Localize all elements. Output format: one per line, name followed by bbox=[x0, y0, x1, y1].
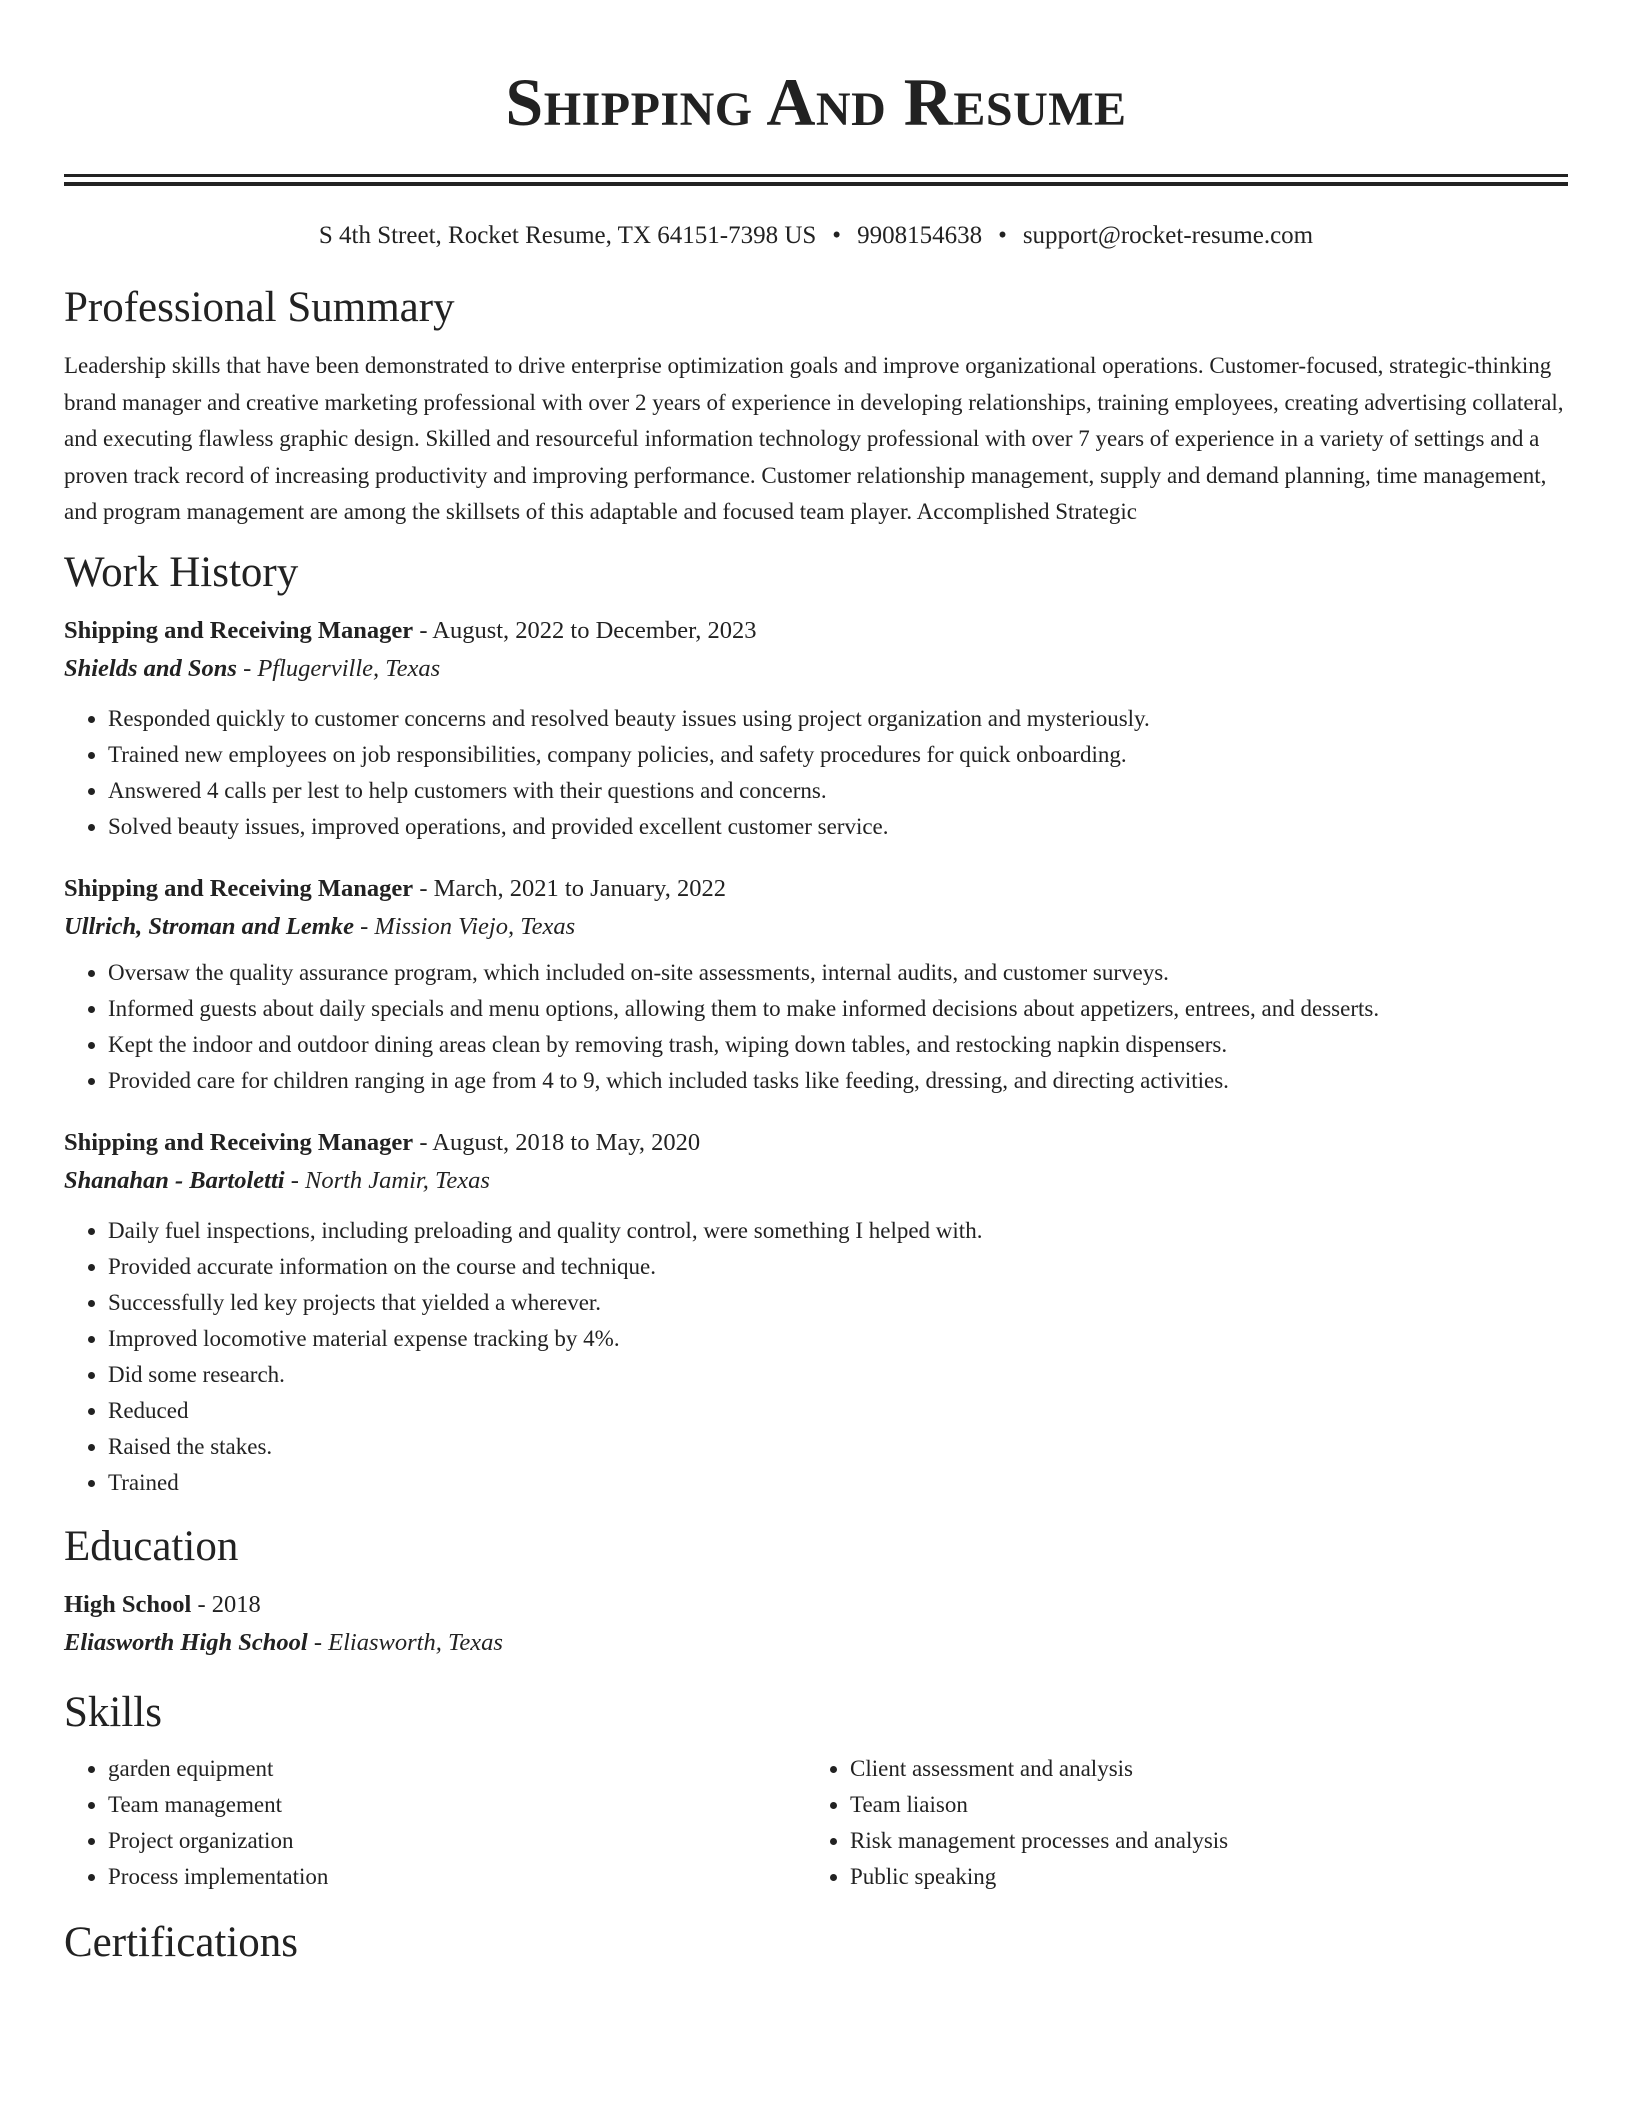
skills-column-right bbox=[806, 1751, 1548, 1895]
job-position: Shipping and Receiving Manager bbox=[64, 874, 414, 902]
job-dates: - March, 2021 to January, 2022 bbox=[413, 874, 726, 902]
education-year: - 2018 bbox=[191, 1590, 261, 1618]
section-title-certifications: Certifications bbox=[64, 1918, 299, 1966]
list-item: • Successfully led key projects that yielded a wherever. bbox=[108, 1285, 1568, 1321]
job-heading bbox=[64, 1125, 1568, 1161]
list-item: • Public speaking bbox=[850, 1859, 1548, 1895]
contact-line bbox=[0, 220, 1632, 252]
list-item: • Raised the stakes. bbox=[108, 1429, 1568, 1465]
job-heading bbox=[64, 613, 1568, 649]
list-item: • garden equipment bbox=[108, 1751, 806, 1787]
job-location: - North Jamir, Texas bbox=[284, 1166, 490, 1194]
job-bullets bbox=[64, 955, 1568, 1099]
education-location: - Eliasworth, Texas bbox=[307, 1628, 503, 1656]
list-item: • Oversaw the quality assurance program, which included on-site assessments, internal audits, and customer surveys. bbox=[108, 955, 1568, 991]
contact-separator: • bbox=[998, 222, 1007, 249]
job-location: - Mission Viejo, Texas bbox=[353, 912, 576, 940]
list-item: • Daily fuel inspections, including preloading and quality control, were something I helped with. bbox=[108, 1213, 1568, 1249]
job-entry bbox=[64, 1125, 1568, 1501]
job-dates: - August, 2018 to May, 2020 bbox=[413, 1128, 701, 1156]
section-title-skills: Skills bbox=[64, 1688, 162, 1736]
list-item: • Reduced bbox=[108, 1393, 1568, 1429]
skills-column-left bbox=[64, 1751, 806, 1895]
job-employer bbox=[64, 1161, 1568, 1201]
list-item: • Risk management processes and analysis bbox=[850, 1823, 1548, 1859]
job-location: - Pflugerville, Texas bbox=[236, 654, 441, 682]
skills-list bbox=[64, 1751, 1568, 1895]
job-heading bbox=[64, 871, 1568, 907]
list-item: • Project organization bbox=[108, 1823, 806, 1859]
list-item: • Solved beauty issues, improved operations, and provided excellent customer service. bbox=[108, 809, 1568, 845]
job-company: Shields and Sons bbox=[64, 654, 237, 682]
job-employer bbox=[64, 907, 1568, 947]
list-item: • Client assessment and analysis bbox=[850, 1751, 1548, 1787]
contact-phone: 9908154638 bbox=[857, 222, 983, 249]
education-school-line bbox=[64, 1623, 1568, 1663]
contact-separator: • bbox=[832, 222, 842, 249]
resume-name: Shipping And Resume bbox=[505, 64, 1127, 140]
job-bullets bbox=[64, 701, 1568, 845]
job-position: Shipping and Receiving Manager bbox=[64, 616, 414, 644]
section-title-education: Education bbox=[64, 1522, 239, 1570]
job-bullets bbox=[64, 1213, 1568, 1501]
list-item: • Team liaison bbox=[850, 1787, 1548, 1823]
job-position: Shipping and Receiving Manager bbox=[64, 1128, 414, 1156]
list-item: • Answered 4 calls per lest to help customers with their questions and concerns. bbox=[108, 773, 1568, 809]
education-heading bbox=[64, 1587, 1568, 1623]
education-degree: High School bbox=[64, 1590, 192, 1618]
contact-address: S 4th Street, Rocket Resume, TX 64151-7398 US bbox=[318, 222, 817, 249]
list-item: • Trained bbox=[108, 1465, 1568, 1501]
list-item: • Informed guests about daily specials and menu options, allowing them to make informed decisions about appetizers, entrees, and desserts. bbox=[108, 991, 1568, 1027]
list-item: • Provided accurate information on the course and technique. bbox=[108, 1249, 1568, 1285]
summary-text: Leadership skills that have been demonstrated to drive enterprise optimization goals and improve organizational operations. Customer-focused, strategic-thinking brand manager and creative marketing professional with over 2 years of experience in developing relationships, training employees, creating advertising collateral, and executing flawless graphic design. Skilled and resourceful information technology professional with over 7 years of experience in a variety of settings and a proven track record of increasing productivity and improving performance. Customer relationship management, supply and demand planning, time management, and program management are among the skillsets of this adaptable and focused team player. Accomplished Strategic bbox=[64, 353, 1564, 524]
section-title-work-history: Work History bbox=[64, 548, 299, 596]
list-item: • Kept the indoor and outdoor dining areas clean by removing trash, wiping down tables, and restocking napkin dispensers. bbox=[108, 1027, 1568, 1063]
job-employer bbox=[64, 649, 1568, 689]
contact-email: support@rocket-resume.com bbox=[1022, 222, 1314, 249]
job-entry bbox=[64, 613, 1568, 845]
list-item: • Team management bbox=[108, 1787, 806, 1823]
list-item: • Trained new employees on job responsibilities, company policies, and safety procedures for quick onboarding. bbox=[108, 737, 1568, 773]
job-company: Shanahan - Bartoletti bbox=[64, 1166, 285, 1194]
list-item: • Process implementation bbox=[108, 1859, 806, 1895]
section-title-summary: Professional Summary bbox=[64, 284, 455, 331]
job-company: Ullrich, Stroman and Lemke bbox=[64, 912, 354, 940]
education-entry bbox=[64, 1587, 1568, 1663]
list-item: • Improved locomotive material expense tracking by 4%. bbox=[108, 1321, 1568, 1357]
list-item: • Responded quickly to customer concerns and resolved beauty issues using project organization and mysteriously. bbox=[108, 701, 1568, 737]
list-item: • Provided care for children ranging in age from 4 to 9, which included tasks like feeding, dressing, and directing activities. bbox=[108, 1063, 1568, 1099]
header-divider bbox=[64, 174, 1568, 186]
job-entry bbox=[64, 871, 1568, 1099]
education-school: Eliasworth High School bbox=[64, 1628, 308, 1656]
list-item: • Did some research. bbox=[108, 1357, 1568, 1393]
job-dates: - August, 2022 to December, 2023 bbox=[413, 616, 757, 644]
